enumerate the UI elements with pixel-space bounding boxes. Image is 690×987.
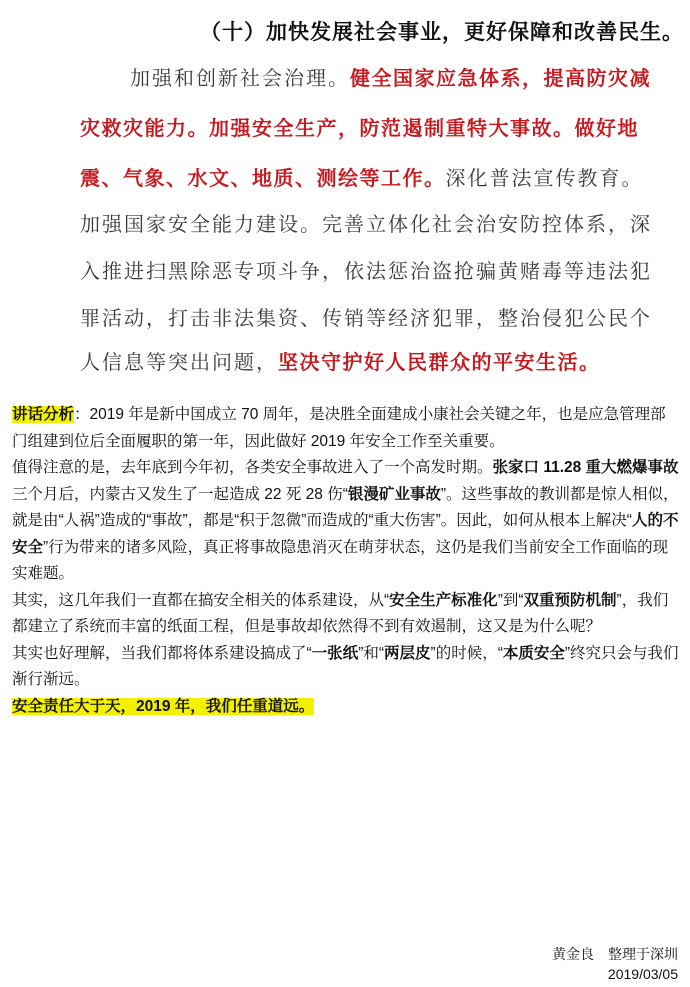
text-run: ”到“ xyxy=(497,591,524,609)
bold-yinman-accident: 银漫矿业事故 xyxy=(347,485,441,503)
bold-two-skins: 两层皮 xyxy=(384,644,431,662)
conclusion-highlight: 安全责任大于天，2019 年，我们任重道远。 xyxy=(12,697,315,715)
text-run: ”行为带来的诸多风险，真正将事故隐患消灭在萌芽状态，这仍是我们当前安全工作面临的现实难题。 xyxy=(12,538,669,582)
excerpt-line xyxy=(80,255,652,284)
analysis-text: ：2019 年是新中国成立 70 周年，是决胜全面建成小康社会关键之年，也是应急管理部门组建到位后全面履职的第一年，因此做好 2019 年安全工作至关重要。 xyxy=(12,406,666,450)
bold-intrinsic-safety: 本质安全 xyxy=(502,644,565,662)
text-run: 其实也好理解，当我们都将体系建设搞成了“ xyxy=(12,644,312,662)
emphasis-red-text: 坚决守护好人民群众的平安生活。 xyxy=(278,350,601,374)
excerpt-line xyxy=(80,346,640,375)
text-run: 值得注意的是，去年底到今年初，各类安全事故进入了一个高发时期。 xyxy=(12,459,493,476)
analysis-paragraph-1 xyxy=(12,402,680,455)
bold-standardization: 安全生产标准化 xyxy=(389,591,498,609)
analysis-section xyxy=(12,402,680,720)
body-text: 深化普法宣传教育。 xyxy=(445,166,644,190)
text-run: ”终究只会与我们渐行渐远。 xyxy=(12,644,679,688)
text-run: 其实，这几年我们一直都在搞安全相关的体系建设，从“ xyxy=(12,591,390,609)
emphasis-red-text: 灾救灾能力。加强安全生产，防范遏制重特大事故。做好地 xyxy=(80,116,639,140)
emphasis-red-text: 健全国家应急体系，提高防灾减 xyxy=(350,66,651,90)
text-run: ”的时候，“ xyxy=(430,644,503,662)
excerpt-line xyxy=(80,208,652,237)
excerpt-line xyxy=(80,162,644,191)
bold-unsafe-human: 人的不安全 xyxy=(12,512,679,556)
text-run: ”。这些事故的教训都是惊人相似，就是由“人祸”造成的“事故”，都是“积于忽微”而造成的“重大伤害”。因此，如何从根本上解决“ xyxy=(12,485,679,529)
bold-dual-prevention: 双重预防机制 xyxy=(523,591,617,609)
analysis-paragraph-2 xyxy=(12,455,680,588)
body-text: 人信息等突出问题， xyxy=(80,350,278,374)
analysis-label-highlight: 讲话分析 xyxy=(12,406,75,423)
scanned-excerpt xyxy=(60,0,684,380)
analysis-paragraph-5 xyxy=(12,694,680,721)
analysis-paragraph-3 xyxy=(12,588,680,641)
footer-date: 2019/03/05 xyxy=(607,966,678,982)
excerpt-line xyxy=(130,62,690,91)
analysis-paragraph-4 xyxy=(12,641,680,694)
body-text: 加强国家安全能力建设。完善立体化社会治安防控体系，深 xyxy=(80,212,652,236)
text-run: 三个月后，内蒙古又发生了一起造成 22 死 28 伤“ xyxy=(12,485,348,503)
body-text: 入推进扫黑除恶专项斗争，依法惩治盗抢骗黄赌毒等违法犯 xyxy=(80,259,652,283)
text-run: ”，我们都建立了系统而丰富的纸面工程，但是事故却依然得不到有效遏制，这又是为什么呢？ xyxy=(12,591,669,635)
text-run: ”和“ xyxy=(358,644,385,662)
bold-one-paper: 一张纸 xyxy=(311,644,359,662)
emphasis-red-text: 震、气象、水文、地质、测绘等工作。 xyxy=(80,166,446,190)
footer-author: 黄金良 整理于深圳 xyxy=(552,946,678,962)
body-text: 加强和创新社会治理。 xyxy=(130,66,350,90)
excerpt-line xyxy=(80,302,652,331)
body-text: 罪活动，打击非法集资、传销等经济犯罪，整治侵犯公民个 xyxy=(80,306,652,330)
bold-zhangjiakou-accident: 张家口 11.28 重大燃爆事故 xyxy=(492,459,679,476)
excerpt-title: （十）加快发展社会事业，更好保障和改善民生。 xyxy=(200,19,684,44)
excerpt-line xyxy=(80,112,640,141)
